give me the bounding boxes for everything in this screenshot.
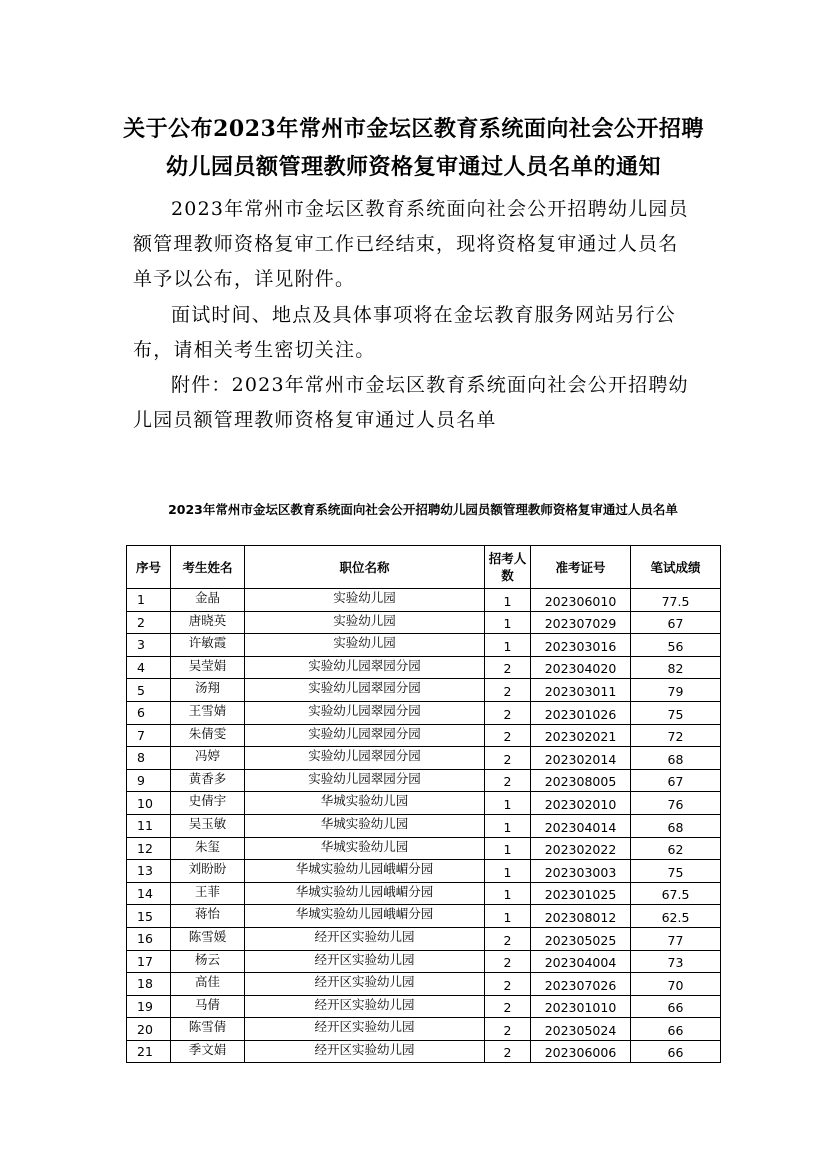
cell-seq: 17 [127, 950, 171, 973]
table-row [127, 995, 721, 1018]
header-exam-number: 准考证号 [531, 546, 631, 589]
cell-score: 66 [631, 995, 721, 1018]
cell-seq: 5 [127, 679, 171, 702]
cell-name: 朱玺 [171, 837, 245, 860]
table-row [127, 814, 721, 837]
cell-name: 马倩 [171, 995, 245, 1018]
table-row [127, 860, 721, 883]
cell-score: 76 [631, 792, 721, 815]
notice-title-line-2: 幼儿园员额管理教师资格复审通过人员名单的通知 [165, 154, 661, 180]
table-row [127, 837, 721, 860]
cell-position: 实验幼儿园 [245, 589, 485, 612]
cell-seq: 6 [127, 701, 171, 724]
cell-seq: 2 [127, 611, 171, 634]
cell-name: 高佳 [171, 973, 245, 996]
cell-seq: 14 [127, 882, 171, 905]
cell-exam-number: 202302014 [531, 747, 631, 770]
cell-seq: 12 [127, 837, 171, 860]
cell-exam-number: 202301025 [531, 882, 631, 905]
cell-name: 杨云 [171, 950, 245, 973]
cell-seq: 1 [127, 589, 171, 612]
cell-name: 陈雪媛 [171, 927, 245, 950]
cell-score: 67.5 [631, 882, 721, 905]
cell-quota: 1 [485, 634, 531, 657]
cell-exam-number: 202303011 [531, 679, 631, 702]
cell-exam-number: 202304004 [531, 950, 631, 973]
cell-name: 吴莹娟 [171, 656, 245, 679]
cell-quota: 2 [485, 927, 531, 950]
cell-name: 蒋怡 [171, 905, 245, 928]
cell-quota: 1 [485, 611, 531, 634]
header-position: 职位名称 [245, 546, 485, 589]
cell-name: 金晶 [171, 589, 245, 612]
cell-quota: 2 [485, 701, 531, 724]
cell-score: 66 [631, 1040, 721, 1063]
cell-position: 华城实验幼儿园 [245, 792, 485, 815]
cell-exam-number: 202301010 [531, 995, 631, 1018]
candidate-table [126, 545, 721, 1063]
cell-position: 实验幼儿园 [245, 634, 485, 657]
cell-position: 经开区实验幼儿园 [245, 973, 485, 996]
cell-name: 刘盼盼 [171, 860, 245, 883]
table-row [127, 634, 721, 657]
cell-seq: 4 [127, 656, 171, 679]
cell-position: 经开区实验幼儿园 [245, 995, 485, 1018]
cell-name: 陈雪倩 [171, 1018, 245, 1041]
cell-exam-number: 202306006 [531, 1040, 631, 1063]
cell-position: 华城实验幼儿园峨嵋分园 [245, 905, 485, 928]
cell-name: 王菲 [171, 882, 245, 905]
paragraph-announcement: 2023年常州市金坛区教育系统面向社会公开招聘幼儿园员额管理教师资格复审工作已经结束，现将资格复审通过人员名单予以公布，详见附件。 [133, 198, 689, 290]
cell-seq: 11 [127, 814, 171, 837]
cell-position: 华城实验幼儿园峨嵋分园 [245, 860, 485, 883]
table-row [127, 679, 721, 702]
cell-quota: 1 [485, 792, 531, 815]
cell-score: 82 [631, 656, 721, 679]
cell-seq: 7 [127, 724, 171, 747]
cell-name: 汤翔 [171, 679, 245, 702]
table-row [127, 927, 721, 950]
notice-title-line-1: 关于公布2023年常州市金坛区教育系统面向社会公开招聘 [123, 116, 704, 142]
cell-seq: 8 [127, 747, 171, 770]
cell-position: 华城实验幼儿园 [245, 814, 485, 837]
cell-position: 实验幼儿园翠园分园 [245, 656, 485, 679]
cell-quota: 1 [485, 882, 531, 905]
cell-exam-number: 202303016 [531, 634, 631, 657]
cell-quota: 2 [485, 1018, 531, 1041]
cell-position: 华城实验幼儿园峨嵋分园 [245, 882, 485, 905]
cell-exam-number: 202302021 [531, 724, 631, 747]
cell-position: 经开区实验幼儿园 [245, 1040, 485, 1063]
cell-score: 62.5 [631, 905, 721, 928]
table-row [127, 1018, 721, 1041]
cell-exam-number: 202304014 [531, 814, 631, 837]
cell-seq: 20 [127, 1018, 171, 1041]
cell-seq: 19 [127, 995, 171, 1018]
table-row [127, 882, 721, 905]
cell-position: 经开区实验幼儿园 [245, 1018, 485, 1041]
cell-score: 77.5 [631, 589, 721, 612]
cell-exam-number: 202304020 [531, 656, 631, 679]
cell-exam-number: 202305024 [531, 1018, 631, 1041]
cell-position: 实验幼儿园翠园分园 [245, 769, 485, 792]
cell-score: 67 [631, 611, 721, 634]
cell-quota: 2 [485, 679, 531, 702]
cell-exam-number: 202307026 [531, 973, 631, 996]
table-row [127, 701, 721, 724]
cell-exam-number: 202305025 [531, 927, 631, 950]
cell-name: 朱倩雯 [171, 724, 245, 747]
cell-exam-number: 202303003 [531, 860, 631, 883]
cell-position: 经开区实验幼儿园 [245, 950, 485, 973]
paragraph-interview-info: 面试时间、地点及具体事项将在金坛教育服务网站另行公布，请相关考生密切关注。 [133, 304, 677, 361]
cell-name: 季文娟 [171, 1040, 245, 1063]
cell-score: 62 [631, 837, 721, 860]
cell-score: 75 [631, 701, 721, 724]
table-row [127, 973, 721, 996]
cell-name: 王雪婧 [171, 701, 245, 724]
table-row [127, 747, 721, 770]
cell-quota: 2 [485, 950, 531, 973]
cell-score: 70 [631, 973, 721, 996]
cell-seq: 13 [127, 860, 171, 883]
cell-position: 实验幼儿园翠园分园 [245, 747, 485, 770]
cell-position: 实验幼儿园翠园分园 [245, 724, 485, 747]
cell-quota: 2 [485, 973, 531, 996]
table-row [127, 1040, 721, 1063]
cell-position: 经开区实验幼儿园 [245, 927, 485, 950]
cell-score: 75 [631, 860, 721, 883]
cell-quota: 2 [485, 656, 531, 679]
cell-position: 实验幼儿园 [245, 611, 485, 634]
cell-exam-number: 202307029 [531, 611, 631, 634]
table-row [127, 724, 721, 747]
header-name: 考生姓名 [171, 546, 245, 589]
cell-seq: 16 [127, 927, 171, 950]
cell-position: 华城实验幼儿园 [245, 837, 485, 860]
cell-quota: 2 [485, 1040, 531, 1063]
cell-seq: 21 [127, 1040, 171, 1063]
cell-position: 实验幼儿园翠园分园 [245, 679, 485, 702]
table-row [127, 656, 721, 679]
cell-exam-number: 202308005 [531, 769, 631, 792]
cell-exam-number: 202302010 [531, 792, 631, 815]
table-row [127, 611, 721, 634]
cell-quota: 1 [485, 905, 531, 928]
cell-score: 77 [631, 927, 721, 950]
cell-exam-number: 202302022 [531, 837, 631, 860]
cell-score: 68 [631, 747, 721, 770]
cell-exam-number: 202301026 [531, 701, 631, 724]
cell-name: 史倩宇 [171, 792, 245, 815]
cell-score: 56 [631, 634, 721, 657]
cell-seq: 10 [127, 792, 171, 815]
cell-name: 唐晓英 [171, 611, 245, 634]
cell-quota: 1 [485, 589, 531, 612]
cell-quota: 2 [485, 724, 531, 747]
cell-quota: 1 [485, 860, 531, 883]
header-score: 笔试成绩 [631, 546, 721, 589]
cell-score: 67 [631, 769, 721, 792]
table-header-row [127, 546, 721, 589]
cell-seq: 9 [127, 769, 171, 792]
cell-seq: 18 [127, 973, 171, 996]
cell-exam-number: 202306010 [531, 589, 631, 612]
table-row [127, 950, 721, 973]
cell-score: 72 [631, 724, 721, 747]
cell-score: 66 [631, 1018, 721, 1041]
cell-seq: 15 [127, 905, 171, 928]
paragraph-attachment: 附件：2023年常州市金坛区教育系统面向社会公开招聘幼儿园员额管理教师资格复审通过人员名单 [133, 374, 689, 431]
cell-name: 冯婷 [171, 747, 245, 770]
cell-score: 73 [631, 950, 721, 973]
header-quota: 招考人数 [485, 546, 531, 589]
header-seq: 序号 [127, 546, 171, 589]
cell-quota: 2 [485, 995, 531, 1018]
table-row [127, 769, 721, 792]
cell-exam-number: 202308012 [531, 905, 631, 928]
table-row [127, 589, 721, 612]
cell-name: 许敏霞 [171, 634, 245, 657]
cell-score: 68 [631, 814, 721, 837]
table-row [127, 905, 721, 928]
cell-score: 79 [631, 679, 721, 702]
cell-name: 吴玉敏 [171, 814, 245, 837]
table-title: 2023年常州市金坛区教育系统面向社会公开招聘幼儿园员额管理教师资格复审通过人员名单 [168, 502, 678, 517]
cell-quota: 1 [485, 814, 531, 837]
cell-quota: 2 [485, 747, 531, 770]
cell-position: 实验幼儿园翠园分园 [245, 701, 485, 724]
table-row [127, 792, 721, 815]
cell-quota: 2 [485, 769, 531, 792]
cell-quota: 1 [485, 837, 531, 860]
cell-seq: 3 [127, 634, 171, 657]
cell-name: 黄香多 [171, 769, 245, 792]
